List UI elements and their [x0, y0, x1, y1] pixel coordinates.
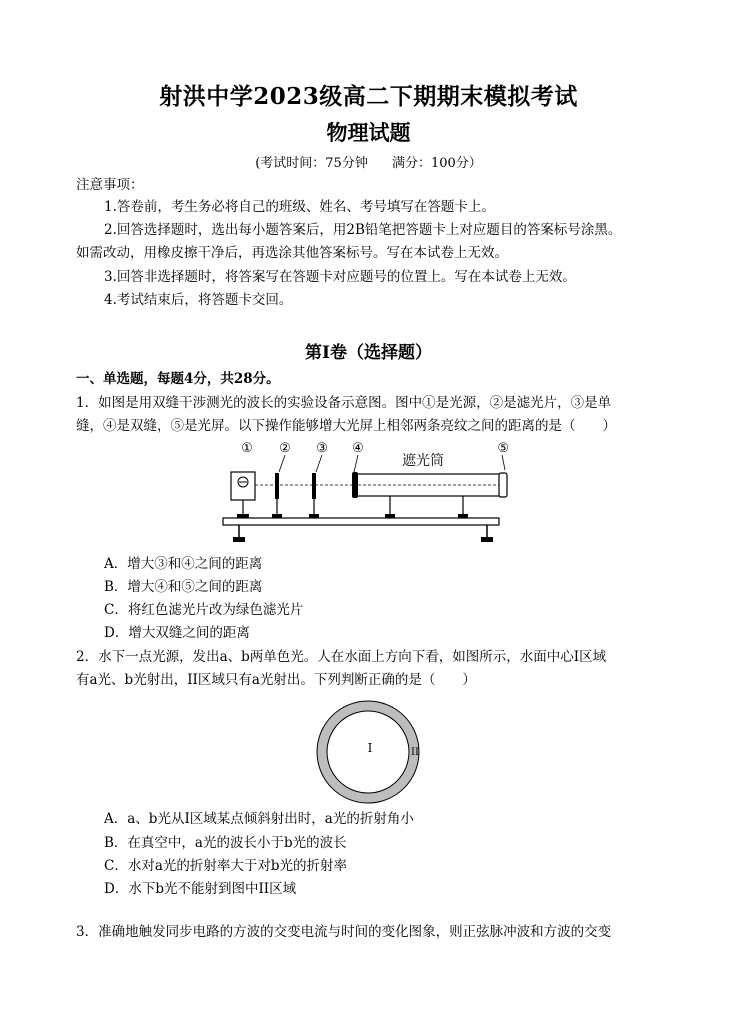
notice-item-4: 4.考试结束后，将答题卡交回。 [104, 292, 293, 308]
q1-apparatus-figure [215, 436, 509, 554]
exam-score: 满分：100分） [391, 156, 482, 171]
q2-line-2: 有a光、b光射出，II区域只有a光射出。下列判断正确的是（ ） [76, 672, 476, 688]
part-heading: 一、单选题，每题4分，共28分。 [76, 371, 280, 387]
label-filter: ② [279, 441, 291, 456]
double-slit [352, 472, 358, 498]
label-screen: ⑤ [497, 441, 509, 456]
q1-option-b: B．增大④和⑤之间的距离 [104, 579, 263, 595]
screen [499, 473, 507, 497]
q2-option-b: B．在真空中，a光的波长小于b光的波长 [104, 835, 347, 851]
section-title: 第I卷（选择题） [305, 343, 432, 363]
optical-bench [223, 518, 499, 525]
q2-line-1: 2．水下一点光源，发出a、b两单色光。人在水面上方向下看，如图所示，水面中心I区域 [76, 649, 607, 665]
notice-heading: 注意事项： [76, 177, 144, 193]
filter [275, 473, 279, 499]
notice-item-2a: 2.回答选择题时，选出每小题答案后，用2B铅笔把答题卡上对应题目的答案标号涂黑。 [104, 222, 622, 238]
q2-option-d: D．水下b光不能射到图中II区域 [104, 881, 297, 897]
q1-option-d: D．增大双缝之间的距离 [104, 625, 250, 641]
exam-title: 射洪中学2023级高二下期期末模拟考试 [159, 83, 578, 110]
exam-subtitle: 物理试题 [326, 120, 411, 145]
label-light-source: ① [241, 441, 253, 456]
q2-option-a: A．a、b光从I区域某点倾斜射出时，a光的折射角小 [104, 811, 414, 827]
label-single-slit: ③ [316, 441, 328, 456]
notice-item-1: 1.答卷前，考生务必将自己的班级、姓名、考号填写在答题卡上。 [104, 199, 495, 215]
label-double-slit: ④ [352, 441, 364, 456]
notice-item-3: 3.回答非选择题时，将答案写在答题卡对应题号的位置上。写在本试卷上无效。 [104, 269, 576, 285]
exam-time: (考试时间：75分钟 [255, 156, 368, 171]
exam-meta [0, 152, 737, 171]
q1-option-a: A．增大③和④之间的距离 [104, 556, 263, 572]
q1-line-1: 1．如图是用双缝干涉测光的波长的实验设备示意图。图中①是光源，②是滤光片，③是单 [76, 395, 612, 411]
q1-line-2: 缝，④是双缝，⑤是光屏。以下操作能够增大光屏上相邻两条亮纹之间的距离的是（ ） [76, 418, 616, 434]
region-i-label: I [367, 741, 373, 755]
label-tube: 遮光筒 [402, 453, 444, 469]
region-ii-label: II [411, 747, 419, 758]
q3-line-1: 3．准确地触发同步电路的方波的交变电流与时间的变化图象，则正弦脉冲波和方波的交变 [76, 924, 612, 940]
q2-option-c: C．水对a光的折射率大于对b光的折射率 [104, 858, 348, 874]
notice-item-2b: 如需改动，用橡皮擦干净后，再选涂其他答案标号。写在本试卷上无效。 [76, 245, 508, 261]
single-slit [312, 473, 316, 499]
q1-option-c: C．将红色滤光片改为绿色滤光片 [104, 602, 304, 618]
q2-ring-figure [310, 700, 426, 804]
